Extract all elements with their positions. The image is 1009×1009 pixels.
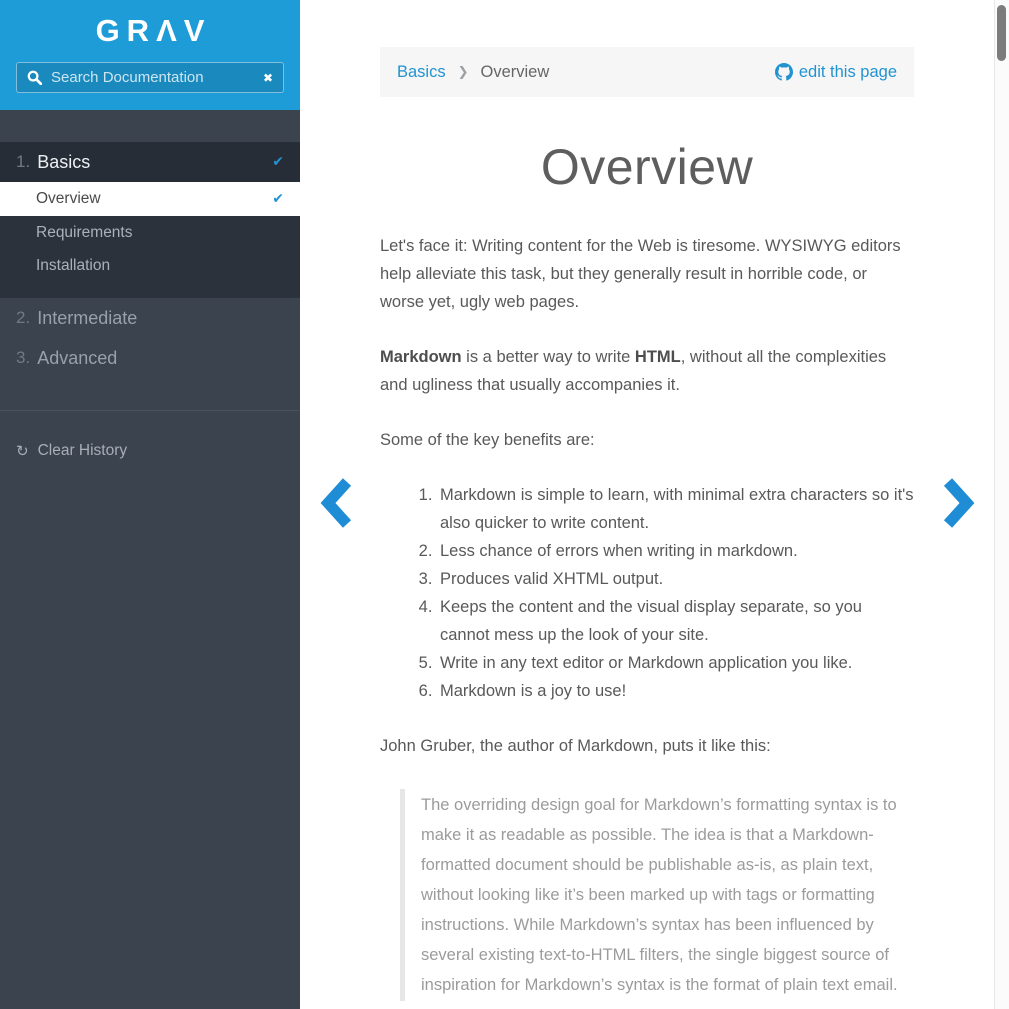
page-title: Overview (540, 139, 754, 195)
sidebar-item-advanced[interactable] (0, 338, 300, 378)
paragraph-markdown (380, 343, 914, 399)
content-area (300, 0, 1009, 1009)
list-item: 6. Markdown is a joy to use! (437, 677, 914, 705)
text-segment: , without all the complexities and ugliness that usually accompanies it. (380, 348, 887, 394)
history-icon: ↺ (16, 442, 29, 460)
prev-page-arrow[interactable] (320, 477, 352, 529)
search-icon (27, 70, 42, 85)
clear-search-icon[interactable]: ✖ (262, 70, 273, 85)
sidebar-item-installation[interactable] (0, 249, 300, 282)
edit-page-label: edit this page (798, 62, 897, 81)
breadcrumb-current-page: Overview (480, 62, 550, 81)
check-icon: ✔ (272, 191, 284, 207)
check-icon: ✔ (272, 154, 284, 170)
page-label: Installation (36, 256, 111, 274)
grav-logo: GRΛV (95, 13, 212, 48)
text-segment: is a better way to write (461, 348, 635, 366)
gruber-intro: John Gruber, the author of Markdown, puts it like this: (380, 737, 771, 755)
sidebar-item-requirements[interactable] (0, 216, 300, 249)
sidebar-item-basics[interactable] (0, 142, 300, 182)
list-item: 1. Markdown is simple to learn, with minimal extra characters so it's also quicker to write content. (437, 481, 914, 537)
chapter-label: Basics (37, 151, 91, 172)
page-label: Requirements (36, 223, 133, 241)
chevron-right-icon (943, 477, 975, 529)
chapter-number: 2. (16, 308, 31, 327)
sidebar-nav (0, 142, 300, 378)
chapter-number: 3. (16, 348, 31, 367)
list-item: 5. Write in any text editor or Markdown application you like. (437, 649, 914, 677)
chapter-block-basics (0, 142, 300, 298)
next-page-arrow[interactable] (943, 477, 975, 529)
chapter-label: Intermediate (37, 307, 138, 328)
article (380, 47, 914, 1001)
chapter-number: 1. (16, 152, 31, 171)
list-item: 2. Less chance of errors when writing in markdown. (437, 537, 914, 565)
list-item: 3. Produces valid XHTML output. (437, 565, 914, 593)
clear-history-button[interactable] (0, 433, 300, 469)
scrollbar-thumb[interactable] (997, 5, 1006, 61)
page-label: Overview (36, 190, 101, 207)
markdown-quote: The overriding design goal for Markdown’s formatting syntax is to make it as readable as possible. The idea is that a Markdown-formatted document should be publishable as-is, as plain text, without looking like it’s been marked up with tags or formatting instructions. While Markdown’s syntax has been influenced by several existing text-to-HTML filters, the single biggest source of inspiration for Markdown’s syntax is the format of plain text email. (400, 789, 914, 1001)
breadcrumb-separator-icon: ❯ (457, 64, 469, 79)
chevron-left-icon (320, 477, 352, 529)
sidebar-spacer (0, 110, 300, 142)
bold-markdown: Markdown (380, 348, 462, 366)
edit-page-link[interactable] (775, 63, 897, 82)
sidebar-item-intermediate[interactable] (0, 298, 300, 338)
sidebar-item-overview[interactable] (0, 182, 300, 216)
paragraph-intro: Let's face it: Writing content for the Web is tiresome. WYSIWYG editors help alleviate this task, but they generally result in horrible code, or worse yet, ugly web pages. (380, 237, 901, 311)
benefits-list (380, 481, 914, 705)
breadcrumb (380, 47, 914, 97)
search-box[interactable] (16, 62, 284, 93)
benefits-intro: Some of the key benefits are: (380, 431, 595, 449)
sidebar (0, 0, 300, 1009)
search-input[interactable] (51, 69, 254, 86)
clear-history-label: Clear History (37, 442, 128, 459)
breadcrumb-section-link[interactable]: Basics (397, 62, 446, 81)
sidebar-divider (0, 410, 300, 411)
list-item: 4. Keeps the content and the visual display separate, so you cannot mess up the look of your site. (437, 593, 914, 649)
github-icon (775, 63, 793, 81)
scrollbar[interactable] (994, 0, 1009, 1009)
chapter-label: Advanced (37, 347, 118, 368)
bold-html: HTML (634, 348, 681, 366)
sidebar-header (0, 0, 300, 110)
